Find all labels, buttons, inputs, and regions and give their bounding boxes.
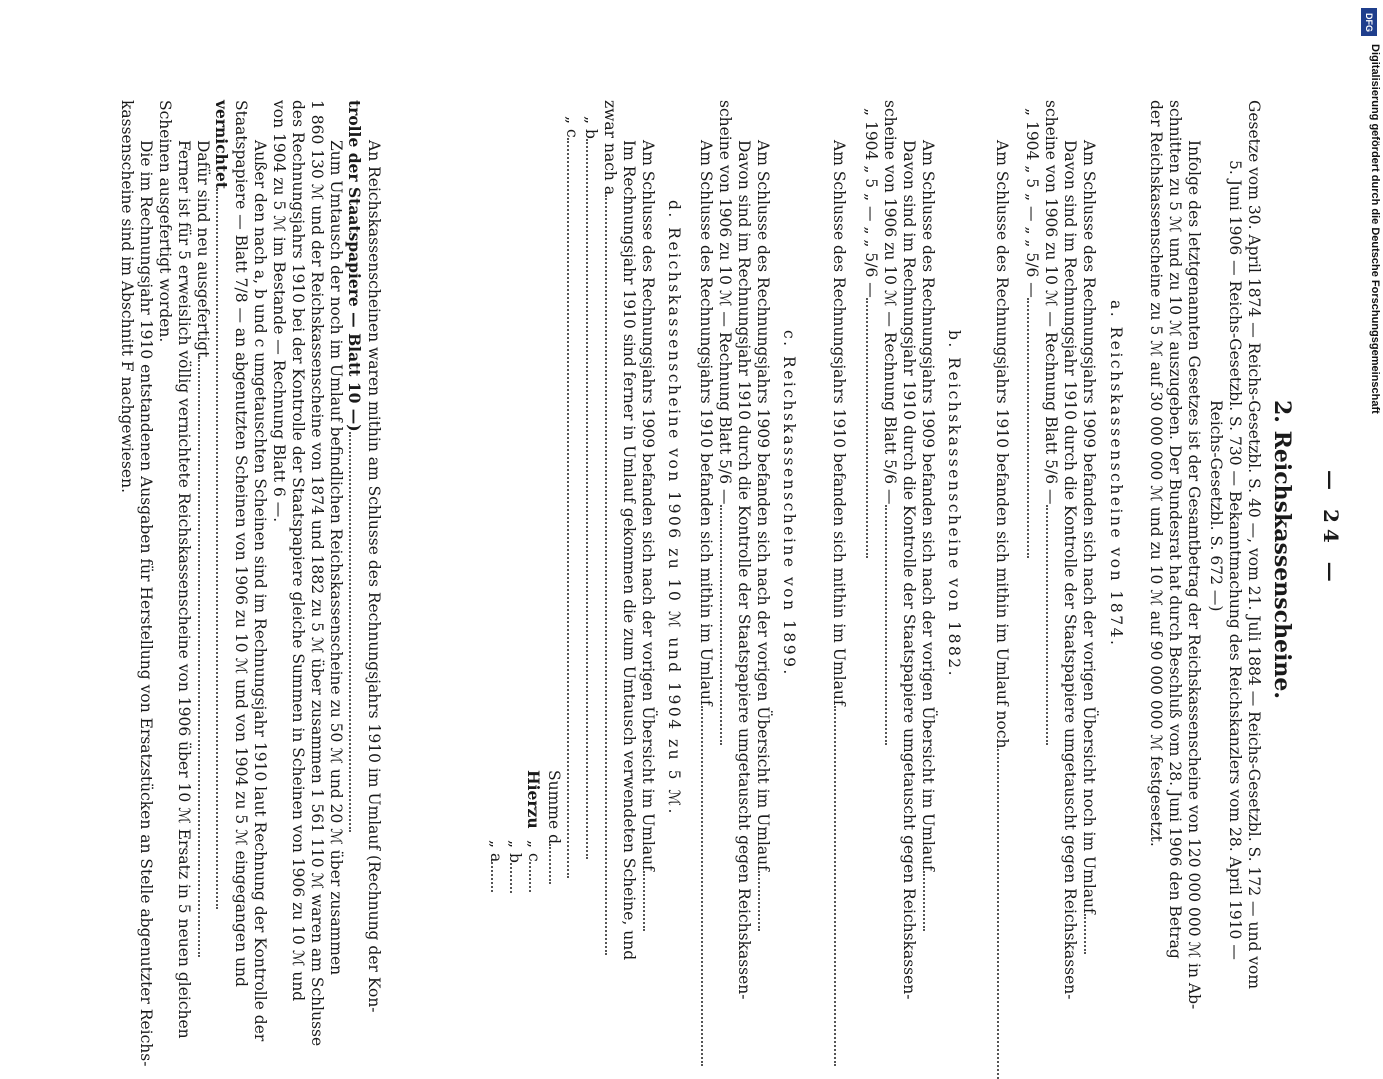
section-b-line-2: Davon sind im Rechnungsjahr 1910 durch die Kontrolle der Staatspapiere umgetauscht gegen Reichskassen- (900, 140, 918, 1000)
closing-line-7: Außer den nach a, b und c umgetauschten Scheinen sind im Rechnungsjahr 1910 laut Rechnung der Kontrolle der (251, 140, 269, 1042)
section-d-line-5: „ c (562, 116, 581, 878)
closing-line-1: An Reichskassenscheinen waren mithin am Schlusse des Rechnungsjahrs 1910 im Umlauf (Rechnung der Kon- (365, 140, 383, 1013)
section-a-line-1: Am Schlusse des Rechnungsjahrs 1909 befanden sich nach der vorigen Übersicht noch im Umlauf (1079, 140, 1098, 954)
section-b-line-4: „ 1904 „ 5 „ — „ „ 5/6 — (861, 108, 880, 558)
section-d-hierzu: Hierzu (524, 770, 543, 829)
intro-line-2: 5. Juni 1906 — Reichs-Gesetzbl. S. 730 — Bekanntmachung des Reichskanzlers vom 28. April 1910 — (1226, 160, 1244, 960)
section-d-sum-a: „ a (486, 840, 505, 892)
section-d-sum-c: „ c (524, 840, 543, 892)
section-d-sum-b: „ b (505, 840, 524, 893)
section-d-line-3: zwar nach a (600, 100, 619, 955)
dfg-logo: DFG (1361, 8, 1377, 36)
section-a-line-2: Davon sind im Rechnungsjahr 1910 durch die Kontrolle der Staatspapiere umgetauscht gegen Reichskassen- (1061, 140, 1079, 1000)
paragraph-line-1: Infolge des letztgenannten Gesetzes ist der Gesamtbetrag der Reichskassenscheine von 120 000 000 ℳ in Ab- (1185, 140, 1203, 1010)
closing-line-13: Die im Rechnungsjahr 1910 entstandenen Ausgaben für Herstellung von Ersatzstücken an Stelle abgenutzter Reichs- (137, 140, 155, 1067)
dfg-credit-strip (1357, 0, 1383, 1000)
section-a-line-3: scheine von 1906 zu 10 ℳ — Rechnung Blatt 5/6 — (1041, 100, 1060, 745)
section-title: 2. Reichskassenscheine. (1269, 400, 1295, 700)
section-a-heading: a. Reichskassenscheine von 1874. (1107, 300, 1125, 648)
section-d-line-4: „ b (581, 116, 600, 859)
intro-line-3: Reichs-Gesetzbl. S. 672 —) (1207, 400, 1225, 612)
intro-line-1: Gesetze vom 30. April 1874 — Reichs-Gesetzbl. S. 40 —, vom 21. Juli 1884 — Reichs-Gesetzbl. S. 172 — und vom (1245, 100, 1263, 990)
closing-line-10: Dafür sind neu ausgefertigt (193, 140, 212, 957)
section-b-line-1: Am Schlusse des Rechnungsjahrs 1909 befanden sich nach der vorigen Übersicht im Umlauf (918, 140, 937, 931)
section-c-line-1: Am Schlusse des Rechnungsjahrs 1909 befanden sich nach der vorigen Übersicht im Umlauf (753, 140, 772, 931)
section-c-total: Am Schlusse des Rechnungsjahrs 1910 befanden sich mithin im Umlauf (696, 140, 715, 1066)
section-a-line-4: „ 1904 „ 5 „ — „ „ 5/6 — (1022, 108, 1041, 558)
section-c-heading: c. Reichskassenscheine von 1899. (780, 330, 798, 677)
section-d-line-2: Im Rechnungsjahr 1910 sind ferner in Umlauf gekommen die zum Umtausch verwendeten Scheine, und (620, 140, 638, 961)
closing-line-2: trolle der Staatspapiere — Blatt 10 —) (345, 100, 364, 832)
section-c-line-2: Davon sind im Rechnungsjahr 1910 durch die Kontrolle der Staatspapiere umgetauscht gegen Reichskassen- (735, 140, 753, 1000)
closing-line-5: des Rechnungsjahrs 1910 bei der Kontrolle der Staatspapiere gleiche Summen in Scheinen von 1906 zu 10 ℳ und (289, 100, 307, 1002)
section-b-heading: b. Reichskassenscheine von 1882. (945, 330, 963, 679)
page-number: — 24 — (1319, 470, 1343, 588)
dfg-credit-text: Digitalisierung gefördert durch die Deutsche Forschungsgemeinschaft (1369, 44, 1381, 414)
paragraph-line-2: schnitten zu 5 ℳ und zu 10 ℳ auszugeben. Der Bundesrat hat durch Beschluß vom 28. Juni 1906 den Betrag (1166, 100, 1184, 959)
section-a-total: Am Schlusse des Rechnungsjahrs 1910 befanden sich mithin im Umlauf noch (992, 140, 1011, 1079)
closing-line-11: Ferner ist für 5 erweislich völlig vernichtete Reichskassenscheine von 1906 über 10 ℳ Ersatz in 5 neuen gleichen (175, 140, 193, 1039)
closing-line-9: vernichtet (212, 100, 231, 909)
section-b-total: Am Schlusse des Rechnungsjahrs 1910 befanden sich mithin im Umlauf (829, 140, 848, 1066)
closing-line-6: von 1904 zu 5 ℳ im Bestande — Rechnung Blatt 6 —. (270, 100, 288, 523)
paragraph-line-3: der Reichskassenscheine zu 5 ℳ auf 30 000 000 ℳ und zu 10 ℳ auf 90 000 000 ℳ festgesetzt. (1147, 100, 1165, 847)
closing-line-4: 1 860 130 ℳ und der Reichskassenscheine von 1874 und 1882 zu 5 ℳ über zusammen 1 561 110 ℳ waren am Schlusse (308, 100, 326, 1047)
closing-line-8: Staatspapiere — Blatt 7/8 — an abgenutzten Scheinen von 1906 zu 10 ℳ und von 1904 zu 5 ℳ eingegangen und (232, 100, 250, 987)
closing-line-3: Zum Umtausch der noch im Umlauf befindlichen Reichskassenscheine zu 50 ℳ und 20 ℳ über zusammen (327, 140, 345, 976)
section-d-line-1: Am Schlusse des Rechnungsjahrs 1909 befanden sich nach der vorigen Übersicht im Umlauf (638, 140, 657, 931)
section-b-line-3: scheine von 1906 zu 10 ℳ — Rechnung Blatt 5/6 — (880, 100, 899, 745)
section-d-summe: Summe d (544, 770, 563, 884)
closing-line-12: Scheinen ausgefertigt worden. (156, 100, 174, 343)
closing-line-14: kassenscheine sind im Abschnitt F nachgewiesen. (118, 100, 136, 494)
section-c-line-3: scheine von 1906 zu 10 ℳ — Rechnung Blatt 5/6 — (715, 100, 734, 745)
section-d-heading: d. Reichskassenscheine von 1906 zu 10 ℳ und 1904 zu 5 ℳ. (665, 200, 683, 816)
